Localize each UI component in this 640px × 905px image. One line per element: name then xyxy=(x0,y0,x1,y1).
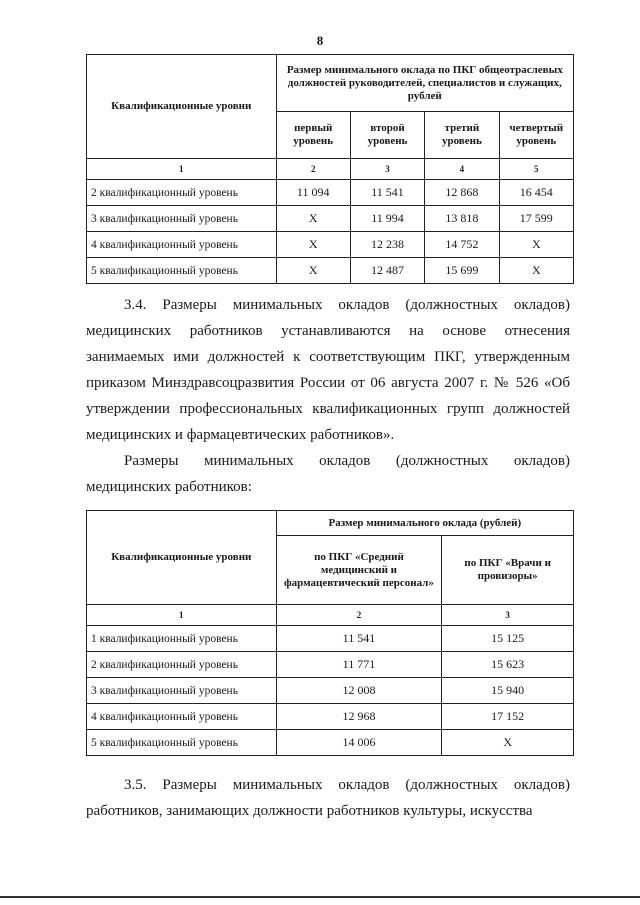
cell-value: Х xyxy=(499,232,573,258)
table-row xyxy=(87,626,574,652)
cell-value: 11 094 xyxy=(276,180,350,206)
row-label: 2 квалификационный уровень xyxy=(87,180,277,206)
table1-col-index: 1 xyxy=(87,159,277,180)
table1-level-header: четвертый уровень xyxy=(499,112,573,159)
paragraph-intro: Размеры минимальных окладов (должностных окладов) медицинских работников: xyxy=(86,453,570,495)
table2-col1-header: Квалификационные уровни xyxy=(87,511,277,605)
cell-value: 17 599 xyxy=(499,206,573,232)
table1-col-index: 4 xyxy=(425,159,499,180)
table1-col-index: 5 xyxy=(499,159,573,180)
table1-group-header: Размер минимального оклада по ПКГ общеотраслевых должностей руководителей, специалистов и служащих, рублей xyxy=(276,55,573,112)
table1-col1-header: Квалификационные уровни xyxy=(87,55,277,159)
cell-value: 15 940 xyxy=(442,678,574,704)
table-row xyxy=(87,730,574,756)
table-row xyxy=(87,704,574,730)
salary-table-general xyxy=(86,54,574,284)
table1-level-header: третий уровень xyxy=(425,112,499,159)
table2-level-header: по ПКГ «Средний медицинский и фармацевтический персонал» xyxy=(276,536,442,605)
cell-value: 12 487 xyxy=(350,258,424,284)
table2-col-index: 2 xyxy=(276,605,442,626)
cell-value: 14 752 xyxy=(425,232,499,258)
paragraph-3-5: 3.5. Размеры минимальных окладов (должностных окладов) работников, занимающих должности работников культуры, искусства xyxy=(86,777,570,819)
table2-col-index: 3 xyxy=(442,605,574,626)
cell-value: 17 152 xyxy=(442,704,574,730)
cell-value: 11 994 xyxy=(350,206,424,232)
row-label: 5 квалификационный уровень xyxy=(87,258,277,284)
cell-value: 12 008 xyxy=(276,678,442,704)
table-row xyxy=(87,180,574,206)
table1-col-index: 2 xyxy=(276,159,350,180)
row-label: 3 квалификационный уровень xyxy=(87,206,277,232)
table-row xyxy=(87,258,574,284)
cell-value: 11 541 xyxy=(276,626,442,652)
cell-value: Х xyxy=(499,258,573,284)
page-bottom-rule xyxy=(0,896,640,898)
cell-value: 12 238 xyxy=(350,232,424,258)
table2-col-index: 1 xyxy=(87,605,277,626)
cell-value: 15 699 xyxy=(425,258,499,284)
row-label: 4 квалификационный уровень xyxy=(87,232,277,258)
cell-value: 15 125 xyxy=(442,626,574,652)
cell-value: Х xyxy=(276,258,350,284)
cell-value: 11 541 xyxy=(350,180,424,206)
cell-value: Х xyxy=(276,206,350,232)
table1-col-index: 3 xyxy=(350,159,424,180)
table-row xyxy=(87,232,574,258)
cell-value: Х xyxy=(276,232,350,258)
table1-level-header: первый уровень xyxy=(276,112,350,159)
row-label: 5 квалификационный уровень xyxy=(87,730,277,756)
cell-value: 11 771 xyxy=(276,652,442,678)
cell-value: 15 623 xyxy=(442,652,574,678)
table-row xyxy=(87,652,574,678)
row-label: 2 квалификационный уровень xyxy=(87,652,277,678)
cell-value: 12 868 xyxy=(425,180,499,206)
table1-level-header: второй уровень xyxy=(350,112,424,159)
cell-value: 16 454 xyxy=(499,180,573,206)
paragraph-3-4: 3.4. Размеры минимальных окладов (должностных окладов) медицинских работников устанавливаются на основе отнесения занимаемых ими должностей к соответствующим ПКГ, утвержденным приказом Минздравсоцразвития России от 06 августа 2007 г. № 526 «Об утверждении профессиональных квалификационных групп должностей медицинских и фармацевтических работников». xyxy=(86,297,570,443)
salary-table-medical xyxy=(86,510,574,756)
cell-value: 12 968 xyxy=(276,704,442,730)
row-label: 4 квалификационный уровень xyxy=(87,704,277,730)
row-label: 1 квалификационный уровень xyxy=(87,626,277,652)
cell-value: Х xyxy=(442,730,574,756)
row-label: 3 квалификационный уровень xyxy=(87,678,277,704)
table-row xyxy=(87,206,574,232)
page-number: 8 xyxy=(316,33,324,48)
table2-level-header: по ПКГ «Врачи и провизоры» xyxy=(442,536,574,605)
cell-value: 13 818 xyxy=(425,206,499,232)
table-row xyxy=(87,678,574,704)
table2-group-header: Размер минимального оклада (рублей) xyxy=(276,511,573,536)
cell-value: 14 006 xyxy=(276,730,442,756)
